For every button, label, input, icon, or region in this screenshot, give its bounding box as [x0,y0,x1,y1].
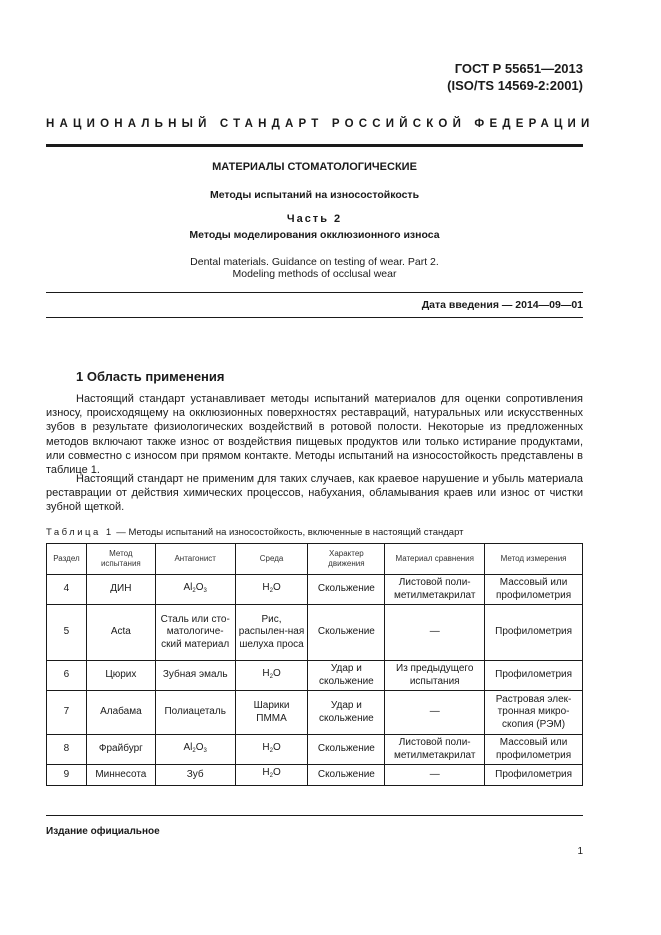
table-cell: $H_2O$ [235,735,308,765]
header-motion: Характер движения [308,544,385,575]
paragraph-2 [46,472,583,515]
table-cell: Фрайбург [86,735,155,765]
footer-rule [46,815,583,816]
table-cell: — [385,765,485,786]
table-row [47,691,583,735]
table-cell: Зубная эмаль [155,661,235,691]
table-cell: Алабама [86,691,155,735]
table-cell: $H_2O$ [235,765,308,786]
table-cell: Миннесота [86,765,155,786]
table-cell: Профилометрия [485,661,583,691]
title-english-2: Modeling methods of occlusal wear [232,268,397,280]
title-part: Часть 2 [286,213,343,225]
header-razdel: Раздел [47,544,87,575]
table-cell: 7 [47,691,87,735]
table-caption [46,527,464,538]
paragraph-1 [46,392,583,477]
gost-number: ГОСТ Р 55651—2013 [454,61,583,76]
table-cell: Скольжение [308,575,385,605]
iso-number: (ISO/TS 14569-2:2001) [447,78,583,93]
header-antagonist: Антагонист [155,544,235,575]
table-cell: Из предыдущего испытания [385,661,485,691]
table-caption-text: — Методы испытаний на износостойкость, включенные в настоящий стандарт [113,527,464,538]
table-row [47,605,583,661]
top-rule [46,144,583,147]
title-main: МАТЕРИАЛЫ СТОМАТОЛОГИЧЕСКИЕ [212,161,417,173]
table-cell: Листовой поли-метилметакрилат [385,575,485,605]
table-cell: 9 [47,765,87,786]
table-cell: Профилометрия [485,605,583,661]
table-cell: Цюрих [86,661,155,691]
table-cell: $Al_2O_3$ [155,575,235,605]
paragraph-2-text: Настоящий стандарт не применим для таких случаев, как краевое нарушение и убыль материала реставрации от действия химических процессов, набухания, обламывания краев или износ от чистки зубной щеткой. [46,473,583,514]
header-medium: Среда [235,544,308,575]
title-sub: Методы испытаний на износостойкость [209,189,420,201]
header-method: Метод испытания [86,544,155,575]
table-cell: — [385,605,485,661]
table-cell: Растровая элек-тронная микро-скопия (РЭМ) [485,691,583,735]
table-cell: 6 [47,661,87,691]
edition-label: Издание официальное [46,826,160,837]
table-cell: Листовой поли-метилметакрилат [385,735,485,765]
table-cell: Скольжение [308,605,385,661]
date-bottom-rule [46,317,583,318]
title-bottom-rule [46,292,583,293]
table-cell: — [385,691,485,735]
title-english-1: Dental materials. Guidance on testing of wear. Part 2. [190,256,439,268]
table-cell: Полиацеталь [155,691,235,735]
title-part-name: Методы моделирования окклюзионного износа [189,229,440,241]
table-row [47,735,583,765]
header-measurement: Метод измерения [485,544,583,575]
table-cell: Зуб [155,765,235,786]
table-cell: 8 [47,735,87,765]
table-cell: Массовый или профилометрия [485,575,583,605]
national-standard-heading: НАЦИОНАЛЬНЫЙ СТАНДАРТ РОССИЙСКОЙ ФЕДЕРАЦИИ [46,118,595,130]
table-cell: 4 [47,575,87,605]
paragraph-1-text: Настоящий стандарт устанавливает методы испытаний материалов для оценки сопротивления износу, происходящему на окклюзионных поверхностях реставраций, натуральных или искусственных зубов в результате физиологических воздействий в ротовой полости. Некоторые из предложенных методов включают также износ от воздействия пищевых продуктов или только истирание продуктами, или совместно с износом при прямом контакте. Методы испытаний на износостойкость представлены в таблице 1. [46,393,583,477]
table-cell: Рис, распылен-ная шелуха проса [235,605,308,661]
table-caption-prefix: Таблица 1 [46,527,114,538]
table-cell: Скольжение [308,735,385,765]
table-cell: Удар и скольжение [308,691,385,735]
header-reference: Материал сравнения [385,544,485,575]
table-row [47,765,583,786]
table-cell: ДИН [86,575,155,605]
table-cell: Сталь или сто-матологиче-ский материал [155,605,235,661]
table-cell: $H_2O$ [235,661,308,691]
table-cell: Профилометрия [485,765,583,786]
table-cell: Массовый или профилометрия [485,735,583,765]
wear-methods-table [46,543,583,786]
intro-date: Дата введения — 2014—09—01 [421,299,583,311]
table-cell: $H_2O$ [235,575,308,605]
table-cell: Удар и скольжение [308,661,385,691]
section-heading: 1 Область применения [76,369,225,384]
table-row [47,661,583,691]
page-number: 1 [577,846,583,857]
table-cell: $Al_2O_3$ [155,735,235,765]
table-row [47,575,583,605]
table-cell: Acta [86,605,155,661]
table-cell: 5 [47,605,87,661]
table-cell: Шарики ПММА [235,691,308,735]
table-cell: Скольжение [308,765,385,786]
table-header-row [47,544,583,575]
